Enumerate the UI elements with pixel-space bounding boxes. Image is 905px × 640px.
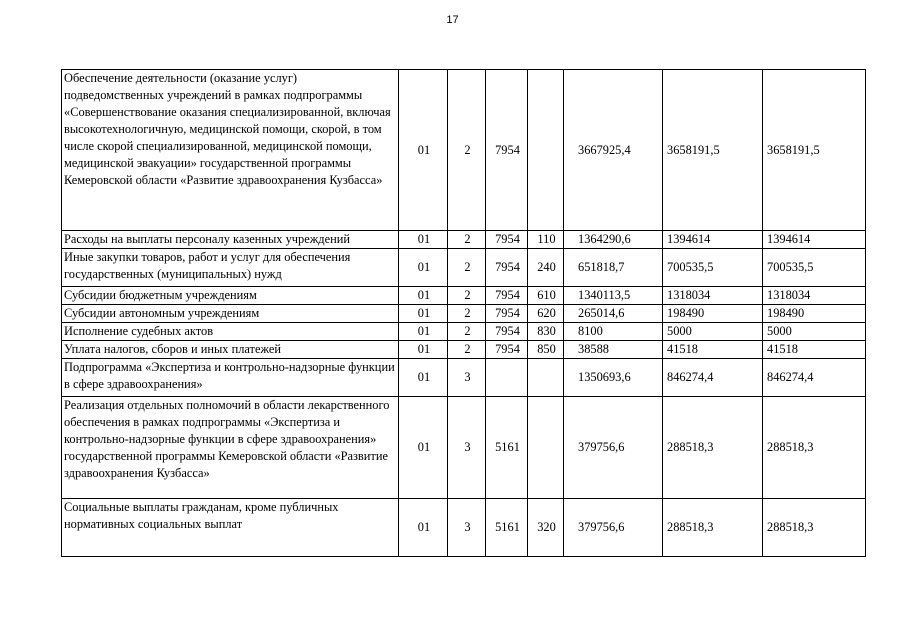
expense-type-code: 830	[528, 323, 564, 341]
expense-type-code: 850	[528, 341, 564, 359]
target-item-code: 5161	[486, 397, 528, 499]
subsection-code: 2	[448, 305, 486, 323]
amount-year-2: 198490	[663, 305, 763, 323]
section-code: 01	[399, 231, 448, 249]
row-name: Реализация отдельных полномочий в области лекарственного обеспечения в рамках подпрограммы «Экспертиза и контрольно-надзорные функции в сфере здравоохранения» государственной программы Кемеровской области «Развитие здравоохранения Кузбасса»	[62, 397, 399, 499]
amount-year-3: 1318034	[763, 287, 866, 305]
amount-year-2: 288518,3	[663, 397, 763, 499]
amount-year-3: 5000	[763, 323, 866, 341]
subsection-code: 2	[448, 231, 486, 249]
table-row	[62, 341, 866, 359]
section-code: 01	[399, 287, 448, 305]
expense-type-code: 620	[528, 305, 564, 323]
amount-year-1: 1340113,5	[564, 287, 663, 305]
table-row	[62, 249, 866, 287]
amount-year-3: 41518	[763, 341, 866, 359]
row-name: Субсидии автономным учреждениям	[62, 305, 399, 323]
section-code: 01	[399, 359, 448, 397]
amount-year-1: 379756,6	[564, 499, 663, 557]
subsection-code: 2	[448, 287, 486, 305]
amount-year-2: 1394614	[663, 231, 763, 249]
section-code: 01	[399, 323, 448, 341]
amount-year-3: 288518,3	[763, 397, 866, 499]
table-row	[62, 287, 866, 305]
amount-year-2: 846274,4	[663, 359, 763, 397]
amount-year-2: 5000	[663, 323, 763, 341]
expense-type-code: 110	[528, 231, 564, 249]
row-name: Обеспечение деятельности (оказание услуг) подведомственных учреждений в рамках подпрограммы «Совершенствование оказания специализированной, включая высокотехнологичную, медицинской помощи, скорой, в том числе скорой специализированной, медицинской помощи, медицинской эвакуации» государственной программы Кемеровской области «Развитие здравоохранения Кузбасса»	[62, 70, 399, 231]
section-code: 01	[399, 341, 448, 359]
row-name: Уплата налогов, сборов и иных платежей	[62, 341, 399, 359]
section-code: 01	[399, 397, 448, 499]
section-code: 01	[399, 249, 448, 287]
target-item-code	[486, 359, 528, 397]
amount-year-1: 1364290,6	[564, 231, 663, 249]
section-code: 01	[399, 499, 448, 557]
target-item-code: 7954	[486, 323, 528, 341]
target-item-code: 7954	[486, 287, 528, 305]
section-code: 01	[399, 305, 448, 323]
amount-year-1: 3667925,4	[564, 70, 663, 231]
subsection-code: 2	[448, 249, 486, 287]
table-row	[62, 231, 866, 249]
table-row	[62, 397, 866, 499]
row-name: Исполнение судебных актов	[62, 323, 399, 341]
subsection-code: 3	[448, 397, 486, 499]
amount-year-1: 38588	[564, 341, 663, 359]
amount-year-1: 379756,6	[564, 397, 663, 499]
page-number: 17	[446, 14, 459, 26]
amount-year-1: 265014,6	[564, 305, 663, 323]
target-item-code: 7954	[486, 305, 528, 323]
row-name: Иные закупки товаров, работ и услуг для обеспечения государственных (муниципальных) нужд	[62, 249, 399, 287]
subsection-code: 2	[448, 70, 486, 231]
expense-type-code: 320	[528, 499, 564, 557]
target-item-code: 7954	[486, 231, 528, 249]
amount-year-3: 846274,4	[763, 359, 866, 397]
table-row	[62, 323, 866, 341]
expense-type-code: 610	[528, 287, 564, 305]
amount-year-2: 700535,5	[663, 249, 763, 287]
amount-year-3: 288518,3	[763, 499, 866, 557]
amount-year-1: 1350693,6	[564, 359, 663, 397]
target-item-code: 7954	[486, 249, 528, 287]
target-item-code: 7954	[486, 341, 528, 359]
expense-type-code	[528, 397, 564, 499]
section-code: 01	[399, 70, 448, 231]
table-row	[62, 499, 866, 557]
subsection-code: 3	[448, 359, 486, 397]
amount-year-3: 1394614	[763, 231, 866, 249]
amount-year-1: 651818,7	[564, 249, 663, 287]
expense-type-code	[528, 70, 564, 231]
target-item-code: 7954	[486, 70, 528, 231]
table-row	[62, 305, 866, 323]
expense-type-code	[528, 359, 564, 397]
subsection-code: 2	[448, 323, 486, 341]
table-row	[62, 359, 866, 397]
row-name: Подпрограмма «Экспертиза и контрольно-надзорные функции в сфере здравоохранения»	[62, 359, 399, 397]
amount-year-2: 1318034	[663, 287, 763, 305]
amount-year-2: 41518	[663, 341, 763, 359]
amount-year-2: 288518,3	[663, 499, 763, 557]
budget-table	[61, 69, 866, 557]
amount-year-3: 198490	[763, 305, 866, 323]
amount-year-3: 3658191,5	[763, 70, 866, 231]
row-name: Социальные выплаты гражданам, кроме публичных нормативных социальных выплат	[62, 499, 399, 557]
row-name: Субсидии бюджетным учреждениям	[62, 287, 399, 305]
table-row	[62, 70, 866, 231]
row-name: Расходы на выплаты персоналу казенных учреждений	[62, 231, 399, 249]
target-item-code: 5161	[486, 499, 528, 557]
subsection-code: 2	[448, 341, 486, 359]
expense-type-code: 240	[528, 249, 564, 287]
amount-year-1: 8100	[564, 323, 663, 341]
subsection-code: 3	[448, 499, 486, 557]
amount-year-3: 700535,5	[763, 249, 866, 287]
amount-year-2: 3658191,5	[663, 70, 763, 231]
